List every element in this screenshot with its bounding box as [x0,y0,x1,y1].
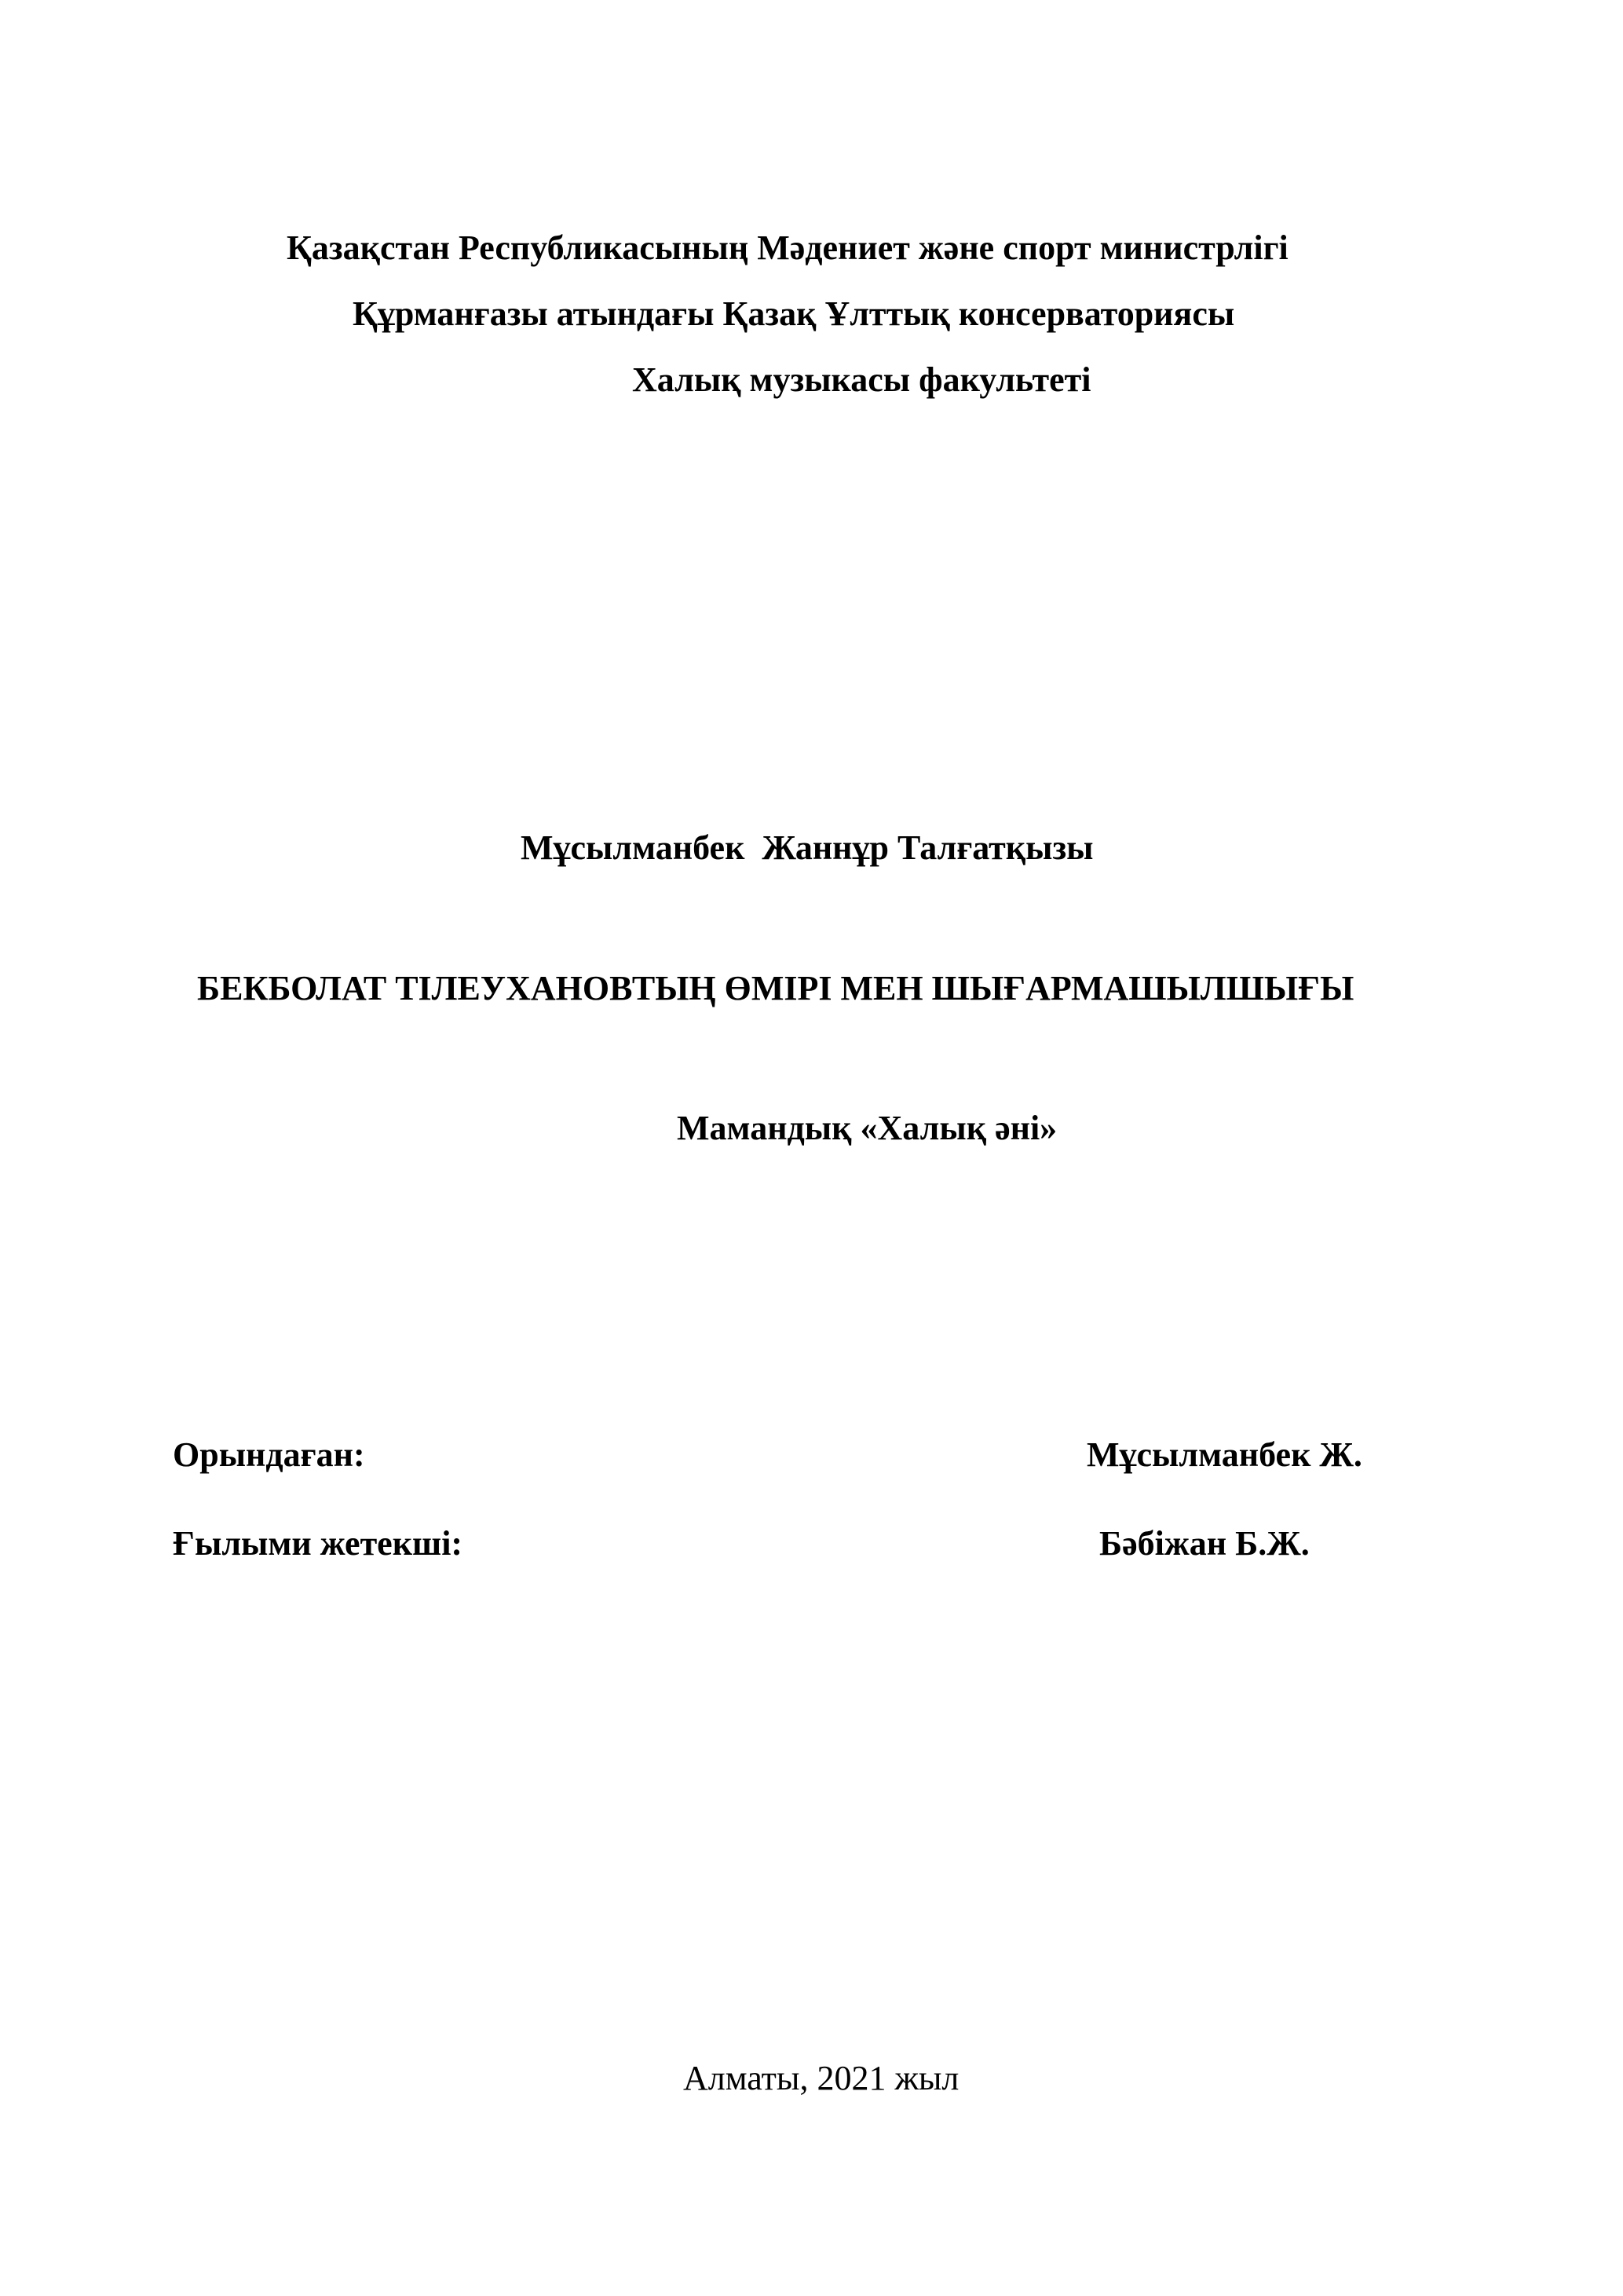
faculty-line: Халық музыкасы факультеті [632,360,1091,399]
specialty-line: Мамандық «Халық әні» [677,1109,1058,1147]
author-full-name: Мұсылманбек Жаннұр Талғатқызы [521,828,1094,867]
conservatory-line: Құрманғазы атындағы Қазақ Ұлттық консерваториясы [353,294,1235,333]
supervisor-name: Бәбіжан Б.Ж. [1099,1524,1310,1563]
performer-name: Мұсылманбек Ж. [1087,1435,1362,1474]
city-year: Алматы, 2021 жыл [683,2059,960,2097]
ministry-line: Қазақстан Республикасының Мәдениет және спорт министрлігі [287,229,1289,267]
supervisor-label: Ғылыми жетекші: [173,1524,463,1563]
thesis-title: БЕКБОЛАТ ТІЛЕУХАНОВТЫҢ ӨМІРІ МЕН ШЫҒАРМАШЫЛШЫҒЫ [197,969,1354,1007]
performer-label: Орындаған: [173,1435,365,1474]
